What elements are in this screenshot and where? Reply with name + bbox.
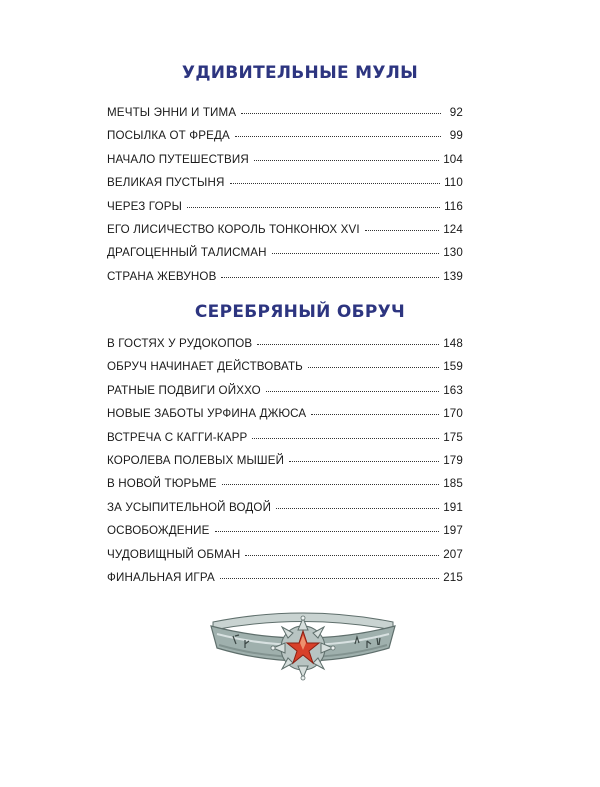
leader-dots xyxy=(266,390,439,392)
leader-dots xyxy=(289,460,439,462)
toc-entry-page: 163 xyxy=(443,383,463,397)
toc-entry-page: 170 xyxy=(443,407,463,421)
leader-dots xyxy=(272,252,440,254)
toc-entry-title: НАЧАЛО ПУТЕШЕСТВИЯ xyxy=(107,152,249,166)
toc-entry-title: ЧЕРЕЗ ГОРЫ xyxy=(107,199,183,213)
toc-entry[interactable] xyxy=(107,337,463,360)
leader-dots xyxy=(245,554,439,556)
toc-entry[interactable] xyxy=(107,548,463,571)
toc-entry[interactable] xyxy=(107,106,463,129)
toc-entry[interactable] xyxy=(107,246,463,269)
toc-entry-page: 116 xyxy=(444,199,463,213)
toc-entry-title: НОВЫЕ ЗАБОТЫ УРФИНА ДЖЮСА xyxy=(107,407,307,421)
toc-entry-title: В НОВОЙ ТЮРЬМЕ xyxy=(107,477,217,491)
leader-dots xyxy=(276,507,439,509)
toc-entry-title: МЕЧТЫ ЭННИ И ТИМА xyxy=(107,106,237,119)
toc-entry-page: 99 xyxy=(449,129,463,143)
toc-entry[interactable] xyxy=(107,129,463,152)
toc-entry[interactable] xyxy=(107,153,463,176)
toc-entry[interactable] xyxy=(107,501,463,524)
toc-entry[interactable] xyxy=(107,431,463,454)
toc-entry-page: 139 xyxy=(443,269,463,283)
toc-entry-title: РАТНЫЕ ПОДВИГИ ОЙХХО xyxy=(107,383,261,397)
toc-entry-title: ДРАГОЦЕННЫЙ ТАЛИСМАН xyxy=(107,246,267,260)
toc-entry[interactable] xyxy=(107,223,463,246)
toc-entry[interactable] xyxy=(107,477,463,500)
section-title-2: СЕРЕБРЯНЫЙ ОБРУЧ xyxy=(194,302,406,322)
toc-entry-page: 159 xyxy=(443,360,463,374)
leader-dots xyxy=(222,483,440,485)
leader-dots xyxy=(254,159,439,161)
toc-entry[interactable] xyxy=(107,524,463,547)
toc-entry-page: 124 xyxy=(443,222,463,236)
toc-entry-page: 130 xyxy=(443,246,463,260)
toc-entry-title: ОСВОБОЖДЕНИЕ xyxy=(107,524,210,538)
toc-entry[interactable] xyxy=(107,454,463,477)
leader-dots xyxy=(187,206,440,208)
toc-entry-page: 175 xyxy=(443,430,463,444)
leader-dots xyxy=(221,276,439,278)
toc-entry-title: ФИНАЛЬНАЯ ИГРА xyxy=(107,570,215,584)
leader-dots xyxy=(252,437,439,439)
toc-entry-page: 148 xyxy=(443,337,463,350)
leader-dots xyxy=(308,366,439,368)
toc-entry-title: ВСТРЕЧА С КАГГИ-КАРР xyxy=(107,430,248,444)
toc-entry-title: ПОСЫЛКА ОТ ФРЕДА xyxy=(107,129,230,143)
toc-entry-title: ЗА УСЫПИТЕЛЬНОЙ ВОДОЙ xyxy=(107,500,272,514)
leader-dots xyxy=(220,577,439,579)
leader-dots xyxy=(311,413,439,415)
toc-entry-title: СТРАНА ЖЕВУНОВ xyxy=(107,269,217,283)
toc-entry-page: 215 xyxy=(443,570,463,584)
toc-entry-page: 207 xyxy=(443,547,463,561)
toc-entry[interactable] xyxy=(107,360,463,383)
toc-entry[interactable] xyxy=(107,571,463,594)
section-title-1: УДИВИТЕЛЬНЫЕ МУЛЫ xyxy=(181,63,419,83)
toc-entry-page: 197 xyxy=(443,524,463,538)
toc-entry-title: ЧУДОВИЩНЫЙ ОБМАН xyxy=(107,547,241,561)
toc-entry[interactable] xyxy=(107,200,463,223)
toc-entry-page: 92 xyxy=(449,106,463,119)
toc-entry-title: ОБРУЧ НАЧИНАЕТ ДЕЙСТВОВАТЬ xyxy=(107,360,303,374)
toc-entry[interactable] xyxy=(107,407,463,430)
toc-entry[interactable] xyxy=(107,384,463,407)
toc-entry-title: ЕГО ЛИСИЧЕСТВО КОРОЛЬ ТОНКОНЮХ XVI xyxy=(107,222,360,236)
toc-entry-title: ВЕЛИКАЯ ПУСТЫНЯ xyxy=(107,176,225,190)
leader-dots xyxy=(215,530,440,532)
toc-entry[interactable] xyxy=(107,176,463,199)
toc-entry-title: КОРОЛЕВА ПОЛЕВЫХ МЫШЕЙ xyxy=(107,453,285,467)
toc-entry-page: 185 xyxy=(443,477,463,491)
silver-ring-with-red-star-icon xyxy=(205,600,401,696)
leader-dots xyxy=(235,135,441,137)
toc-entry[interactable] xyxy=(107,270,463,293)
toc-entry-page: 110 xyxy=(444,176,463,190)
leader-dots xyxy=(230,182,441,184)
toc-entry-page: 104 xyxy=(443,152,463,166)
toc-entry-page: 191 xyxy=(443,500,463,514)
leader-dots xyxy=(241,112,441,114)
toc-entry-title: В ГОСТЯХ У РУДОКОПОВ xyxy=(107,337,253,350)
toc-list-2 xyxy=(107,337,463,594)
toc-list-1 xyxy=(107,106,463,293)
toc-entry-page: 179 xyxy=(443,453,463,467)
leader-dots xyxy=(365,229,439,231)
star-setting xyxy=(271,616,335,680)
leader-dots xyxy=(257,343,439,345)
